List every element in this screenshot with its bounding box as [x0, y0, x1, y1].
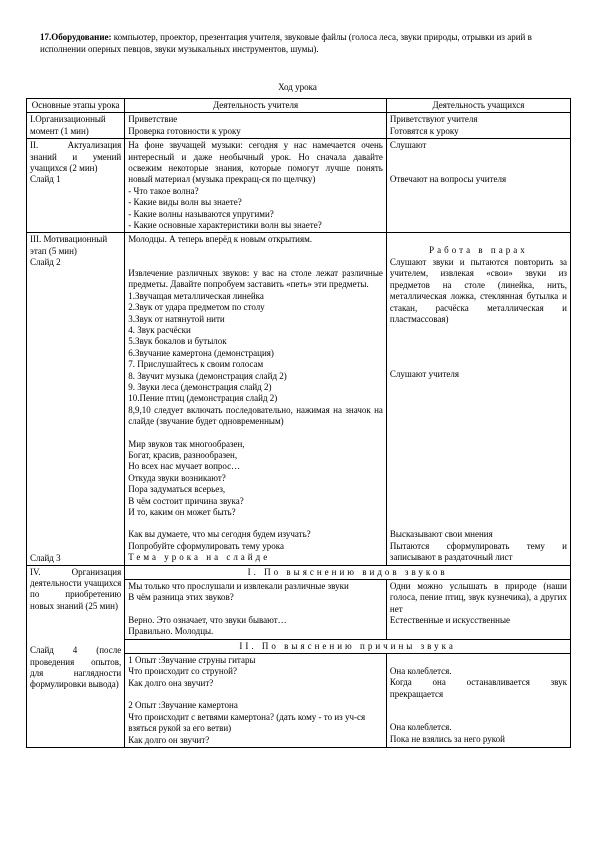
students-paragraph: Слушают звуки и пытаются повторить за учителем, извлекая «свои» звуки из предметов на столе (линейка, нить, металлическая ложка, стеклянная бутылка и стакан, расчёска металлическая и пластмассовая) — [389, 256, 567, 324]
poem-line: Откуда звуки возникают? — [128, 472, 226, 483]
teacher-line: Приветствие — [128, 114, 178, 125]
table-row — [27, 565, 571, 579]
teacher-paragraph: На фоне звучащей музыки: сегодня у нас намечается очень интересный и даже необычный урок. Но сначала давайте освежим некоторые знания, которые помогут лучше понять новый материал (музыка прекращ-ся по щелчку) — [128, 140, 383, 185]
teacher-question: Как вы думаете, что мы сегодня будем изучать? — [128, 529, 311, 540]
sound-item: 1.Звучащая металлическая линейка — [128, 290, 264, 301]
equipment-paragraph — [40, 32, 560, 55]
teacher-cell — [125, 233, 387, 565]
students-line: Отвечают на вопросы учителя — [389, 173, 507, 184]
teacher-line: 1 Опыт :Звучание струны гитары — [128, 655, 256, 666]
table-header-row — [27, 99, 571, 113]
students-line: Готовятся к уроку — [389, 125, 459, 136]
students-line: Высказывают свои мнения — [389, 529, 493, 540]
table-row — [27, 139, 571, 233]
poem-line: Мир звуков так многообразен, — [128, 438, 245, 449]
table-row — [27, 113, 571, 139]
teacher-line: В чём разница этих звуков? — [128, 592, 234, 603]
teacher-cell — [125, 580, 387, 640]
teacher-paragraph: Извлечение различных звуков: у вас на столе лежат различные предметы. Давайте попробуем заставить «петь» эти предметы. — [128, 267, 383, 290]
poem-line: И то, каким он может быть? — [128, 507, 236, 517]
stage-label: IV. Организация деятельности учащихся по приобретению новых знаний (25 мин) — [30, 566, 122, 611]
teacher-cell — [125, 139, 387, 233]
lesson-table — [26, 98, 571, 748]
teacher-line: Верно. Это означает, что звуки бывают… — [128, 614, 287, 625]
stage-label: I.Организационный момент (1 мин) — [30, 114, 106, 136]
teacher-line: Что происходит с ветвями камертона? (дать кому - то из уч-ся взяться рукой за его ветви) — [128, 711, 366, 734]
teacher-line: Как долго она звучит? — [128, 677, 214, 688]
header-teacher: Деятельность учителя — [125, 99, 387, 113]
students-line: Слушают учителя — [389, 369, 460, 380]
section-heading: I. По выяснению видов звуков — [125, 565, 571, 579]
poem-line: Но всех нас мучает вопрос… — [128, 461, 241, 472]
students-cell — [386, 654, 570, 748]
students-paragraph: Одни можно услышать в природе (наши голоса, пение птиц, звук кузнечика), а других нет — [389, 581, 567, 614]
sound-item: 2.Звук от удара предметом по столу — [128, 302, 265, 313]
students-cell — [386, 233, 570, 565]
teacher-line: Как долго он звучит? — [128, 734, 210, 745]
sound-item: 10.Пение птиц (демонстрация слайд 2) — [128, 393, 278, 404]
teacher-note: 8,9,10 следует включать последовательно, нажимая на значок на слайде (звучание будет одновременным) — [128, 404, 383, 427]
stage-label: II. Актуализация знаний и умений учащихся (2 мин) — [30, 140, 122, 174]
stage-cell — [27, 565, 125, 747]
stage-cell — [27, 233, 125, 565]
pair-work-heading: Работа в парах — [429, 245, 528, 256]
question-line: - Какие основные характеристики волн вы знаете? — [128, 220, 322, 231]
teacher-line: 2 Опыт :Звучание камертона — [128, 700, 238, 711]
slide-label: Слайд 4 (после проведения опытов, для наглядности формулировки вывода) — [30, 645, 122, 690]
slide-label: Слайд 2 — [30, 257, 61, 268]
sound-item: 6.Звучание камертона (демонстрация) — [128, 347, 274, 358]
students-cell — [386, 580, 570, 640]
page-title: Ход урока — [278, 82, 317, 92]
stage-cell — [27, 113, 125, 139]
teacher-line: Мы только что прослушали и извлекали различные звуки — [128, 581, 349, 592]
poem-line: В чём состоит причина звука? — [128, 495, 244, 506]
teacher-cell — [125, 654, 387, 748]
students-line: Естественные и искусственные — [389, 615, 511, 626]
students-cell — [386, 113, 570, 139]
equipment-label: 17.Оборудование: — [40, 32, 112, 42]
teacher-cell — [125, 113, 387, 139]
sound-item: 9. Звуки леса (демонстрация слайд 2) — [128, 381, 272, 392]
students-line: Приветствуют учителя — [389, 114, 478, 125]
teacher-question: Попробуйте сформулировать тему урока — [128, 540, 284, 551]
sound-item: 7. Прислушайтесь к своим голосам — [128, 359, 264, 370]
students-line: Когда она останавливается звук прекращается — [389, 677, 567, 699]
section-heading: II. По выяснению причины звука — [125, 639, 571, 653]
header-stage: Основные этапы урока — [27, 99, 125, 113]
teacher-line: Правильно. Молодцы. — [128, 626, 214, 637]
sound-item: 4. Звук расчёски — [128, 324, 191, 335]
sound-item: 5.Звук бокалов и бутылок — [128, 336, 227, 347]
poem-line: Богат, красив, разнообразен, — [128, 449, 238, 460]
teacher-line: Что происходит со струной? — [128, 666, 237, 677]
table-row — [27, 233, 571, 565]
header-students: Деятельность учащихся — [386, 99, 570, 113]
students-line: Она колеблется. — [389, 722, 452, 733]
sound-item: 3.Звук от натянутой нити — [128, 313, 225, 324]
students-cell — [386, 139, 570, 233]
teacher-line: Проверка готовности к уроку — [128, 125, 241, 136]
equipment-text: компьютер, проектор, презентация учителя, звуковые файлы (голоса леса, звуки природы, отрывки из арий в исполнении оперных певцов, звуки музыкальных инструментов, шумы). — [40, 32, 532, 54]
students-line: Пытаются сформулировать тему и записывают в раздаточный лист — [389, 540, 567, 563]
stage-cell — [27, 139, 125, 233]
question-line: - Какие волны называются упругими? — [128, 208, 274, 219]
students-line: Слушают — [389, 140, 427, 151]
teacher-line: Молодцы. А теперь вперёд к новым открытиям. — [128, 234, 313, 245]
question-line: - Какие виды волн вы знаете? — [128, 197, 242, 208]
stage-label: III. Мотивационный этап (5 мин) — [30, 234, 108, 256]
students-line: Она колеблется. — [389, 666, 452, 677]
topic-line: Тема урока на слайде — [128, 552, 271, 563]
students-line: Пока не взялись за него рукой — [389, 733, 505, 744]
question-line: - Что такое волна? — [128, 185, 199, 196]
sound-item: 8. Звучит музыка (демонстрация слайд 2) — [128, 370, 287, 381]
slide-label: Слайд 1 — [30, 174, 61, 185]
slide-label: Слайд 3 — [30, 553, 61, 564]
poem-line: Пора задуматься всерьез, — [128, 484, 226, 495]
